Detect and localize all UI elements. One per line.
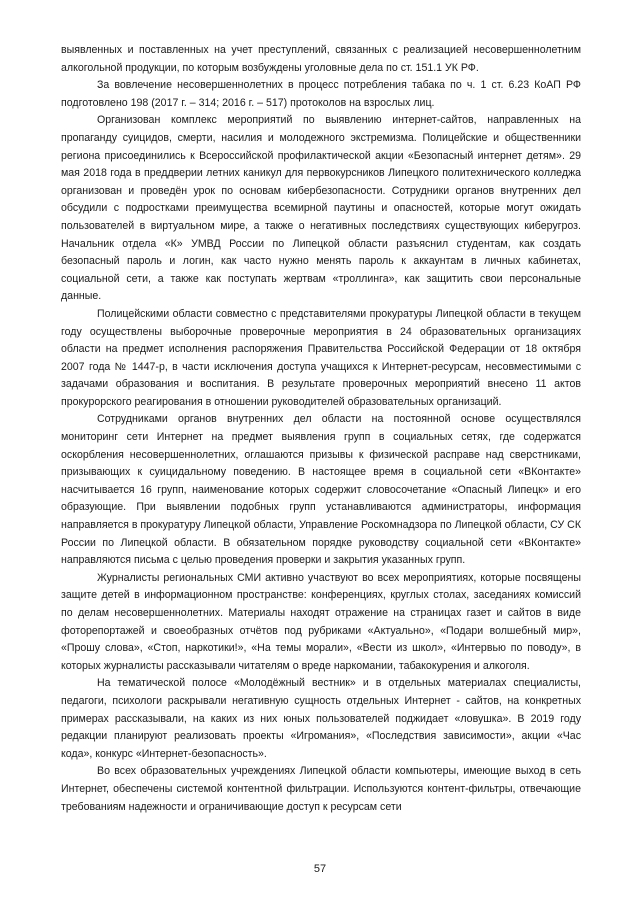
paragraph-monitoring: Сотрудниками органов внутренних дел области на постоянной основе осуществлялся мониторинг сети Интернет на предмет выявления групп в социальных сетях, где содержатся оскорбления несовершеннолетних, оглашаются призывы к физической расправе над сверстниками, призывающих к суицидальному поведению. В настоящее время в социальной сети «ВКонтакте» насчитывается 16 групп, наименование которых содержит словосочетание «Опасный Липецк» и его образующие. При выявлении подобных групп устанавливаются администраторы, информация направляется в прокуратуру Липецкой области, Управление Роскомнадзора по Липецкой области, СУ СК России по Липецкой области. В обязательном порядке руководству социальной сети «ВКонтакте» направляются письма с целью проведения проверки и закрытия указанных групп. [61, 413, 581, 567]
paragraph-content-filtering: Во всех образовательных учреждениях Липецкой области компьютеры, имеющие выход в сеть Интернет, обеспечены системой контентной фильтрации. Используются контент-фильтры, отвечающие требованиям надежности и ограничивающие доступ к ресурсам сети [61, 765, 581, 813]
paragraph-internet-safety: Организован комплекс мероприятий по выявлению интернет-сайтов, направленных на пропаганду суицидов, смерти, насилия и молодежного экстремизма. Полицейские и общественники региона присоединились к Всероссийской профилактической акции «Безопасный интернет детям». 29 мая 2018 года в преддверии летних каникул для первокурсников Липецкого политехнического колледжа организован и проведён урок по основам кибербезопасности. Сотрудники органов внутренних дел обсудили с подростками преимущества всемирной паутины и опасностей, которые могут ожидать пользователей в виртуальном мире, а также о негативных последствиях существующих киберугроз. Начальник отдела «К» УМВД России по Липецкой области разъяснил студентам, как создать безопасный пароль и логин, как часто нужно менять пароль к аккаунтам в личных кабинетах, социальной сети, а также как поступать жертвам «троллинга», как защитить свои персональные данные. [61, 114, 581, 303]
paragraph-prosecutor-checks: Полицейскими области совместно с представителями прокуратуры Липецкой области в текущем году осуществлены выборочные проверочные мероприятия в 24 образовательных организациях области на предмет исполнения распоряжения Правительства Российской Федерации от 18 октября 2007 года № 1447-р, в части исключения доступа учащихся к Интернет-ресурсам, несовместимыми с задачами образования и воспитания. В результате проверочных мероприятий внесено 11 актов прокурорского реагирования в отношении руководителей образовательных организаций. [61, 307, 581, 408]
document-body [61, 42, 581, 816]
paragraph-continuation: выявленных и поставленных на учет преступлений, связанных с реализацией несовершеннолетним алкогольной продукции, по которым возбуждены уголовные дела по ст. 151.1 УК РФ. [61, 44, 581, 74]
paragraph-journalists: Журналисты региональных СМИ активно участвуют во всех мероприятиях, которые посвящены защите детей в информационном пространстве: конференциях, круглых столах, заседаниях комиссий по делам несовершеннолетних. Материалы находят отражение на страницах газет и сайтов в виде фоторепортажей и своеобразных отчётов под рубриками «Актуально», «Подари волшебный мир», «Прошу слова», «Стоп, наркотики!», «На темы морали», «Вести из школ», «Интервью по поводу», в которых журналисты рассказывали читателям о вреде наркомании, табакокурения и алкоголя. [61, 571, 581, 672]
page-number: 57 [313, 863, 327, 875]
paragraph-tobacco: За вовлечение несовершеннолетних в процесс потребления табака по ч. 1 ст. 6.23 КоАП РФ подготовлено 198 (2017 г. – 314; 2016 г. – 517) протоколов на взрослых лиц. [61, 79, 581, 109]
paragraph-youth-herald: На тематической полосе «Молодёжный вестник» и в отдельных материалах специалисты, педагоги, психологи раскрывали негативную сущность отдельных Интернет - сайтов, на конкретных примерах рассказывали, на каких из них юных пользователей поджидает «ловушка». В 2019 году редакции планируют реализовать проекты «Игромания», «Последствия зависимости», акции «Час кода», конкурс «Интернет-безопасность». [61, 677, 581, 760]
